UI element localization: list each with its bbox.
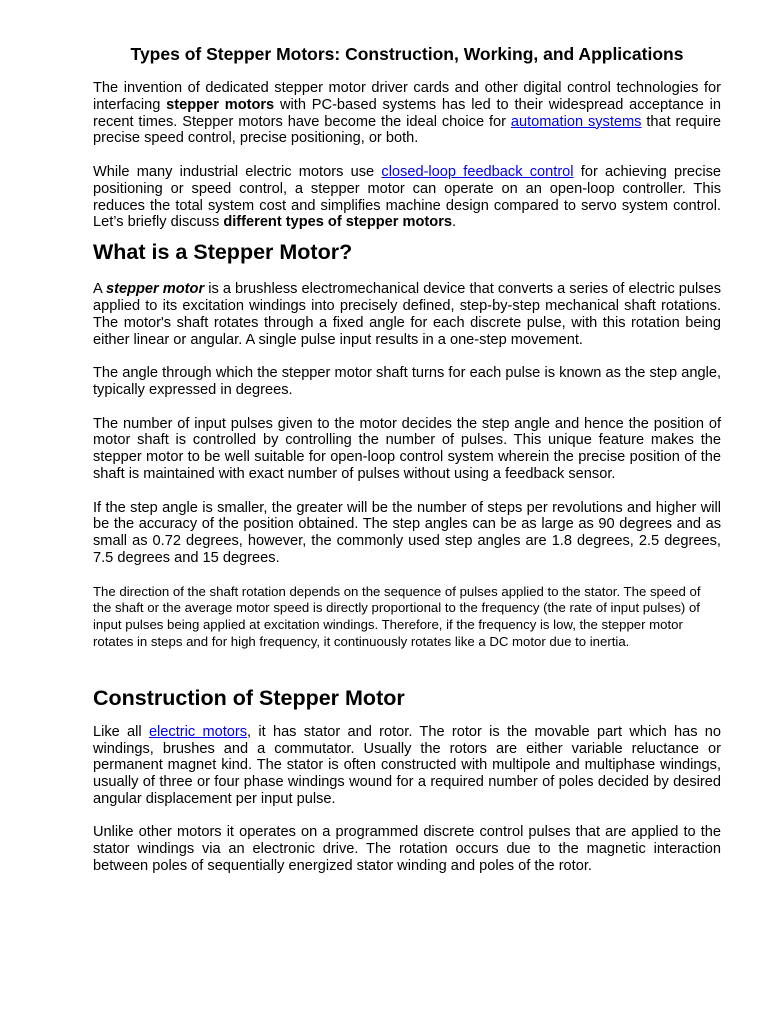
text-span: The invention of dedicated stepper motor driver cards and other digital control technologies for interfacing [93, 80, 721, 113]
heading-construction-of-stepper-motor: Construction of Stepper Motor [93, 685, 405, 710]
text-span: that require precise speed control, precise positioning, or both. [93, 113, 721, 147]
heading-what-is-a-stepper-motor: What is a Stepper Motor? [93, 240, 353, 265]
bold-term-stepper-motors: stepper motors [166, 96, 275, 113]
text-span: with PC-based systems has led to their widespread acceptance in recent times. Stepper motors have become the ideal choice for [93, 96, 722, 130]
text-span: Like all [93, 723, 149, 740]
text-span: . [452, 214, 457, 231]
link-automation-systems[interactable]: automation systems [510, 113, 642, 130]
section1-paragraph-5: The direction of the shaft rotation depends on the sequence of pulses applied to the stator. The speed of the shaft or the average motor speed is directly proportional to the frequency (the rate of input pulses) of input pulses being applied at excitation windings. Therefore, if the frequency is low, the stepper motor rotates in steps and for high frequency, it continuously rotates like a DC motor due to inertia. [93, 583, 701, 649]
intro-paragraph-1 [93, 80, 721, 147]
text-span: , it has stator and rotor. The rotor is the movable part which has no windings, brushes and a commutator. Usually the rotors are either variable reluctance or permanent magnet kind. The stator is often constructed with multipole and multiphase windings, usually of three or four phase windings wound for a required number of poles decided by desired angular displacement per input pulse. [93, 723, 721, 807]
link-electric-motors[interactable]: electric motors [148, 723, 248, 740]
text-span: A [93, 281, 106, 298]
text-span: is a brushless electromechanical device that converts a series of electric pulses applied to its excitation windings into precisely defined, step-by-step mechanical shaft rotations. The motor's shaft rotates through a fixed angle for each discrete pulse, with this rotation being either linear or angular. A single pulse input results in a one-step movement. [93, 281, 721, 348]
text-span: for achieving precise positioning or speed control, a stepper motor can operate on an open-loop controller. This reduces the total system cost and simplifies machine design compared to servo system control. Let’s briefly discuss [93, 163, 722, 231]
section1-paragraph-3: The number of input pulses given to the motor decides the step angle and hence the position of motor shaft is controlled by controlling the number of pulses. This unique feature makes the stepper motor to be well suitable for open-loop control system wherein the precise position of the shaft is maintained with exact number of pulses without using a feedback sensor. [93, 415, 721, 482]
text-span: While many industrial electric motors use [93, 163, 382, 180]
document-page [93, 43, 721, 875]
intro-paragraph-2 [93, 164, 721, 231]
emphasis-stepper-motor: stepper motor [106, 281, 205, 298]
section1-paragraph-4: If the step angle is smaller, the greater will be the number of steps per revolutions and higher will be the accuracy of the position obtained. The step angles can be as large as 90 degrees and as small as 0.72 degrees, however, the commonly used step angles are 1.8 degrees, 2.5 degrees, 7.5 degrees and 15 degrees. [93, 499, 721, 566]
document-title: Types of Stepper Motors: Construction, Working, and Applications [130, 44, 684, 64]
section2-paragraph-1 [93, 724, 721, 808]
section1-paragraph-2: The angle through which the stepper motor shaft turns for each pulse is known as the step angle, typically expressed in degrees. [93, 365, 721, 398]
bold-term-types-of-stepper-motors: different types of stepper motors [223, 214, 452, 231]
section1-paragraph-1 [93, 281, 721, 348]
section2-paragraph-2: Unlike other motors it operates on a programmed discrete control pulses that are applied to the stator windings via an electronic drive. The rotation occurs due to the magnetic interaction between poles of sequentially energized stator winding and poles of the rotor. [93, 824, 721, 875]
link-closed-loop-feedback-control[interactable]: closed-loop feedback control [381, 163, 574, 180]
